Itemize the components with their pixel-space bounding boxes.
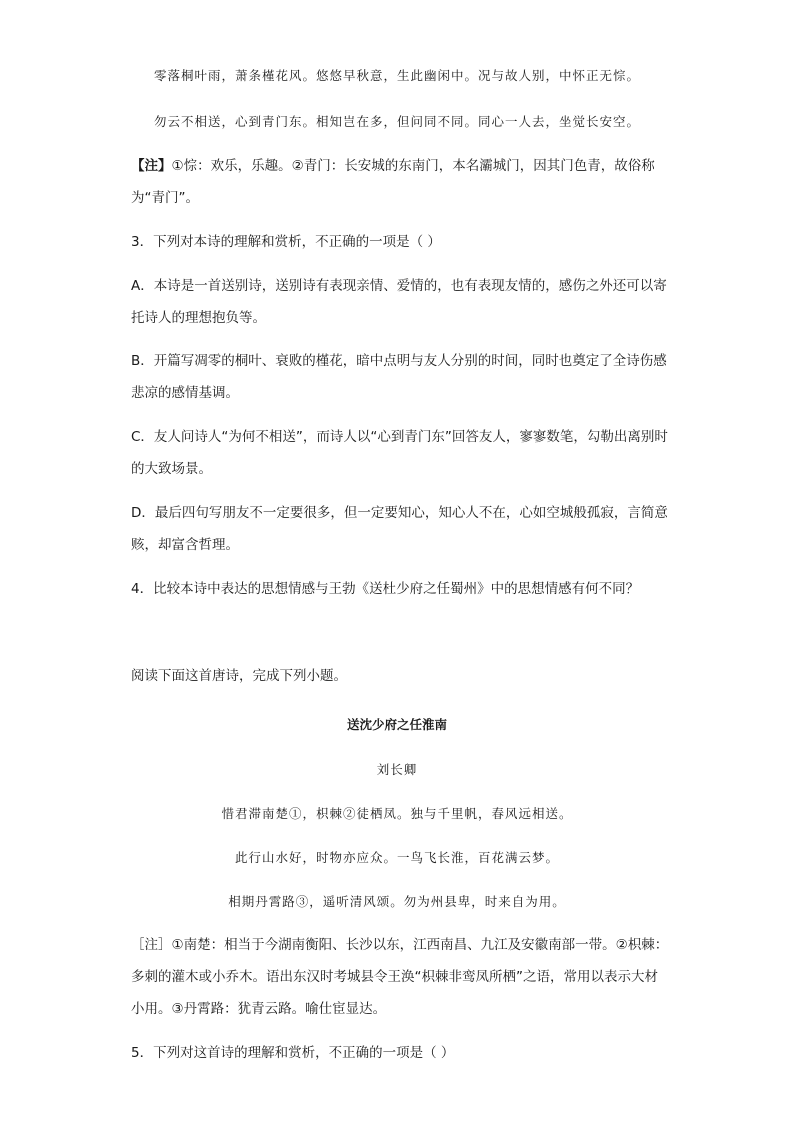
poem1-line2: 勿云不相送，心到青门东。相知岂在多，但问同不同。同心一人去，坐觉长安空。	[153, 114, 640, 129]
note1	[131, 150, 671, 214]
note1-text: ①悰：欢乐，乐趣。②青门：长安城的东南门，本名灞城门，因其门色青，故俗称为“青门”。	[131, 158, 655, 206]
intro2: 阅读下面这首唐诗，完成下列小题。	[131, 668, 347, 684]
q4: 4．比较本诗中表达的思想情感与王勃《送杜少府之任蜀州》中的思想情感有何不同？	[131, 581, 640, 597]
poem2-line2: 此行山水好，时物亦应众。一鸟飞长淮，百花满云梦。	[234, 850, 559, 865]
poem2-author: 刘长卿	[376, 762, 418, 777]
q3-option-a: A．本诗是一首送别诗，送别诗有表现亲情、爱情的，也有表现友情的，感伤之外还可以寄托诗人的理想抱负等。	[131, 278, 667, 326]
note1-label: 【注】	[131, 158, 172, 174]
note2: ［注］①南楚：相当于今湖南衡阳、长沙以东，江西南昌、九江及安徽南部一带。②枳棘：多刺的灌木或小乔木。语出东汉时考城县令王涣“枳棘非鸾凤所栖”之语，常用以表示大材小用。③丹霄路：犹青云路。喻仕宦显达。	[131, 937, 669, 1017]
q5-stem: 5．下列对这首诗的理解和赏析，不正确的一项是（ ）	[131, 1045, 455, 1061]
poem2-title: 送沈少府之任淮南	[346, 717, 447, 732]
q3-option-b: B．开篇写凋零的桐叶、衰败的槿花，暗中点明与友人分别的时间，同时也奠定了全诗伤感悲凉的感情基调。	[131, 353, 667, 401]
poem2-line3: 相期丹霄路③，遥听清风颂。勿为州县卑，时来自为用。	[228, 894, 566, 909]
q3-option-d: D．最后四句写朋友不一定要很多，但一定要知心，知心人不在，心如空城般孤寂，言简意赅，却富含哲理。	[131, 505, 668, 553]
q3-option-c: C．友人问诗人“为何不相送”，而诗人以“心到青门东”回答友人，寥寥数笔，勾勒出离别时的大致场景。	[131, 429, 668, 477]
poem2-line1: 惜君滞南楚①，枳棘②徒栖凤。独与千里帆，春风远相送。	[221, 806, 573, 821]
q3-stem: 3．下列对本诗的理解和赏析，不正确的一项是（ ）	[131, 234, 441, 250]
poem1-line1: 零落桐叶雨，萧条槿花风。悠悠早秋意，生此幽闲中。况与故人别，中怀正无悰。	[153, 68, 640, 83]
